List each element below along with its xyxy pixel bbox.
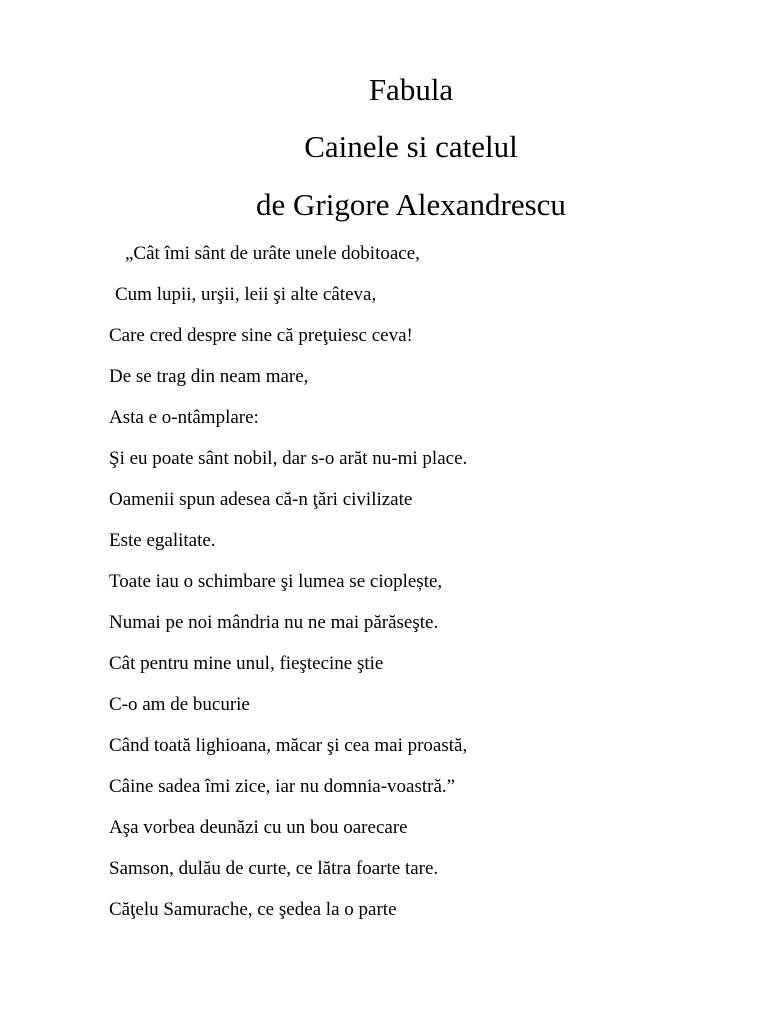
poem-text: [109, 241, 467, 938]
poem-line: Câine sadea îmi zice, iar nu domnia-voastră.”: [109, 776, 456, 797]
poem-line: Aşa vorbea deunăzi cu un bou oarecare: [109, 817, 408, 838]
poem-line: Care cred despre sine că preţuiesc ceva!: [109, 325, 413, 346]
poem-line: De se trag din neam mare,: [109, 366, 309, 387]
poem-line: Cât pentru mine unul, fieştecine ştie: [109, 653, 384, 674]
poem-line: Toate iau o schimbare şi lumea se cioplește,: [109, 571, 443, 592]
poem-line: Când toată lighioana, măcar şi cea mai proastă,: [109, 735, 468, 756]
poem-line: Este egalitate.: [109, 530, 216, 551]
poem-line: Samson, dulău de curte, ce lătra foarte tare.: [109, 858, 439, 879]
poem-line: Oamenii spun adesea că-n ţări civilizate: [109, 489, 413, 510]
poem-line: C-o am de bucurie: [109, 694, 250, 715]
poem-line: Cum lupii, urşii, leii şi alte câteva,: [115, 284, 377, 305]
author-line: de Grigore Alexandrescu: [256, 187, 566, 222]
poem-line: Căţelu Samurache, ce şedea la o parte: [109, 899, 397, 920]
poem-line: Şi eu poate sânt nobil, dar s-o arăt nu-mi place.: [109, 448, 468, 469]
poem-line: Asta e o-ntâmplare:: [109, 407, 259, 428]
poem-title: Cainele si catelul: [304, 129, 518, 164]
document-title: Fabula: [368, 72, 454, 107]
poem-line: „Cât îmi sânt de urâte unele dobitoace,: [125, 243, 420, 264]
poem-line: Numai pe noi mândria nu ne mai părăseşte.: [109, 612, 439, 633]
